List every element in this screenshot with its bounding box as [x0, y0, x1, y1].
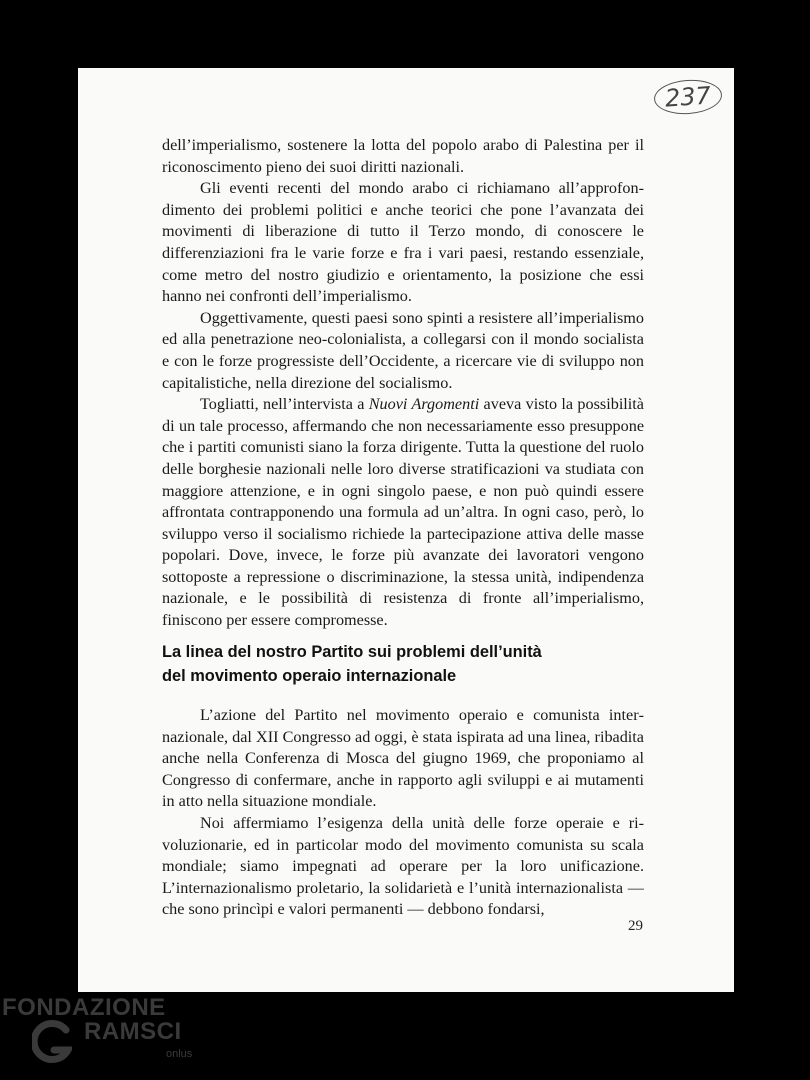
section-heading-line: del movimento operaio internazionale: [162, 667, 457, 685]
section-heading-line: La linea del nostro Partito sui problemi dell’unità: [162, 643, 542, 661]
logo-g-icon: [32, 1020, 72, 1068]
paragraph: dell’imperialismo, sostenere la lotta del popolo arabo di Palestina per il riconoscimento pieno dei suoi diritti nazionali.: [162, 136, 644, 176]
body-text-bottom: [162, 705, 644, 921]
paragraph: [162, 394, 644, 632]
section-heading: [162, 640, 644, 688]
archive-number-stamp: 237: [653, 78, 723, 117]
paragraph-text: aveva visto la possibilità di un tale processo, affermando che non necessariamente esso presuppone che i partiti comunisti siano la forza dirigente. Tutta la questione del ruolo delle borghesie nazionali nelle loro diverse stratificazioni va studiata con maggiore attenzione, e in ogni singolo paese, e non può quindi essere affrontata contrapponendo una formula ad un’altra. In ogni caso, però, lo sviluppo verso il socialismo richiede la partecipazione attiva delle masse popolari. Dove, invece, le forze più avanzate dei lavoratori vengono sottoposte a repressione o discriminazione, la stessa unità, indipendenza nazionale, e le possibilità di resistenza di fronte all’imperialismo, finiscono per essere compromesse.: [162, 395, 644, 630]
paragraph: Oggettivamente, questi paesi sono spinti a resistere all’imperialismo ed alla penetrazione neo-colonialista, a collegarsi con il mondo socialista e con le forze progressiste dell’Occidente, a ricercare vie di sviluppo non capitalistiche, nella direzione del socialismo.: [162, 308, 644, 392]
italic-title: Nuovi Argomenti: [368, 395, 480, 414]
body-text-top: [162, 135, 644, 632]
document-page: [78, 68, 734, 992]
paragraph: L’azione del Partito nel movimento operaio e comunista internazionale, dal XII Congresso ad oggi, è stata ispirata ad una linea, ribadita anche nella Conferenza di Mosca del giugno 1969, che proponiamo al Congresso di confermare, anche in rapporto agli sviluppi e ai mutamenti in atto nella situazione mondiale.: [162, 706, 644, 811]
paragraph: Noi affermiamo l’esigenza della unità delle forze operaie e rivoluzionarie, ed in particolar modo del movimento comunista su scala mondiale; siamo impegnati ad operare per la loro unificazione. L’internazionalismo proletario, la solidarietà e l’unità internazionalista — che sono princìpi e valori permanenti — debbono fondarsi,: [162, 813, 644, 919]
paragraph: Gli eventi recenti del mondo arabo ci richiamano all’approfondimento dei problemi politici e anche teorici che pone l’avanzata dei movimenti di liberazione di tutto il Terzo mondo, di conoscere le differenziazioni fra le varie forze e fra i vari paesi, restando essenziale, come metro del nostro giudizio e orientamento, la posizione che essi hanno nei confronti dell’imperialismo.: [162, 179, 644, 306]
paragraph-text: Togliatti, nell’intervista a: [200, 395, 369, 414]
fondazione-gramsci-logo: [2, 994, 202, 1074]
logo-text: FONDAZIONE: [2, 994, 166, 1021]
page-number: 29: [628, 918, 643, 934]
logo-subtext: onlus: [166, 1048, 193, 1060]
logo-text: RAMSCI: [84, 1018, 182, 1045]
